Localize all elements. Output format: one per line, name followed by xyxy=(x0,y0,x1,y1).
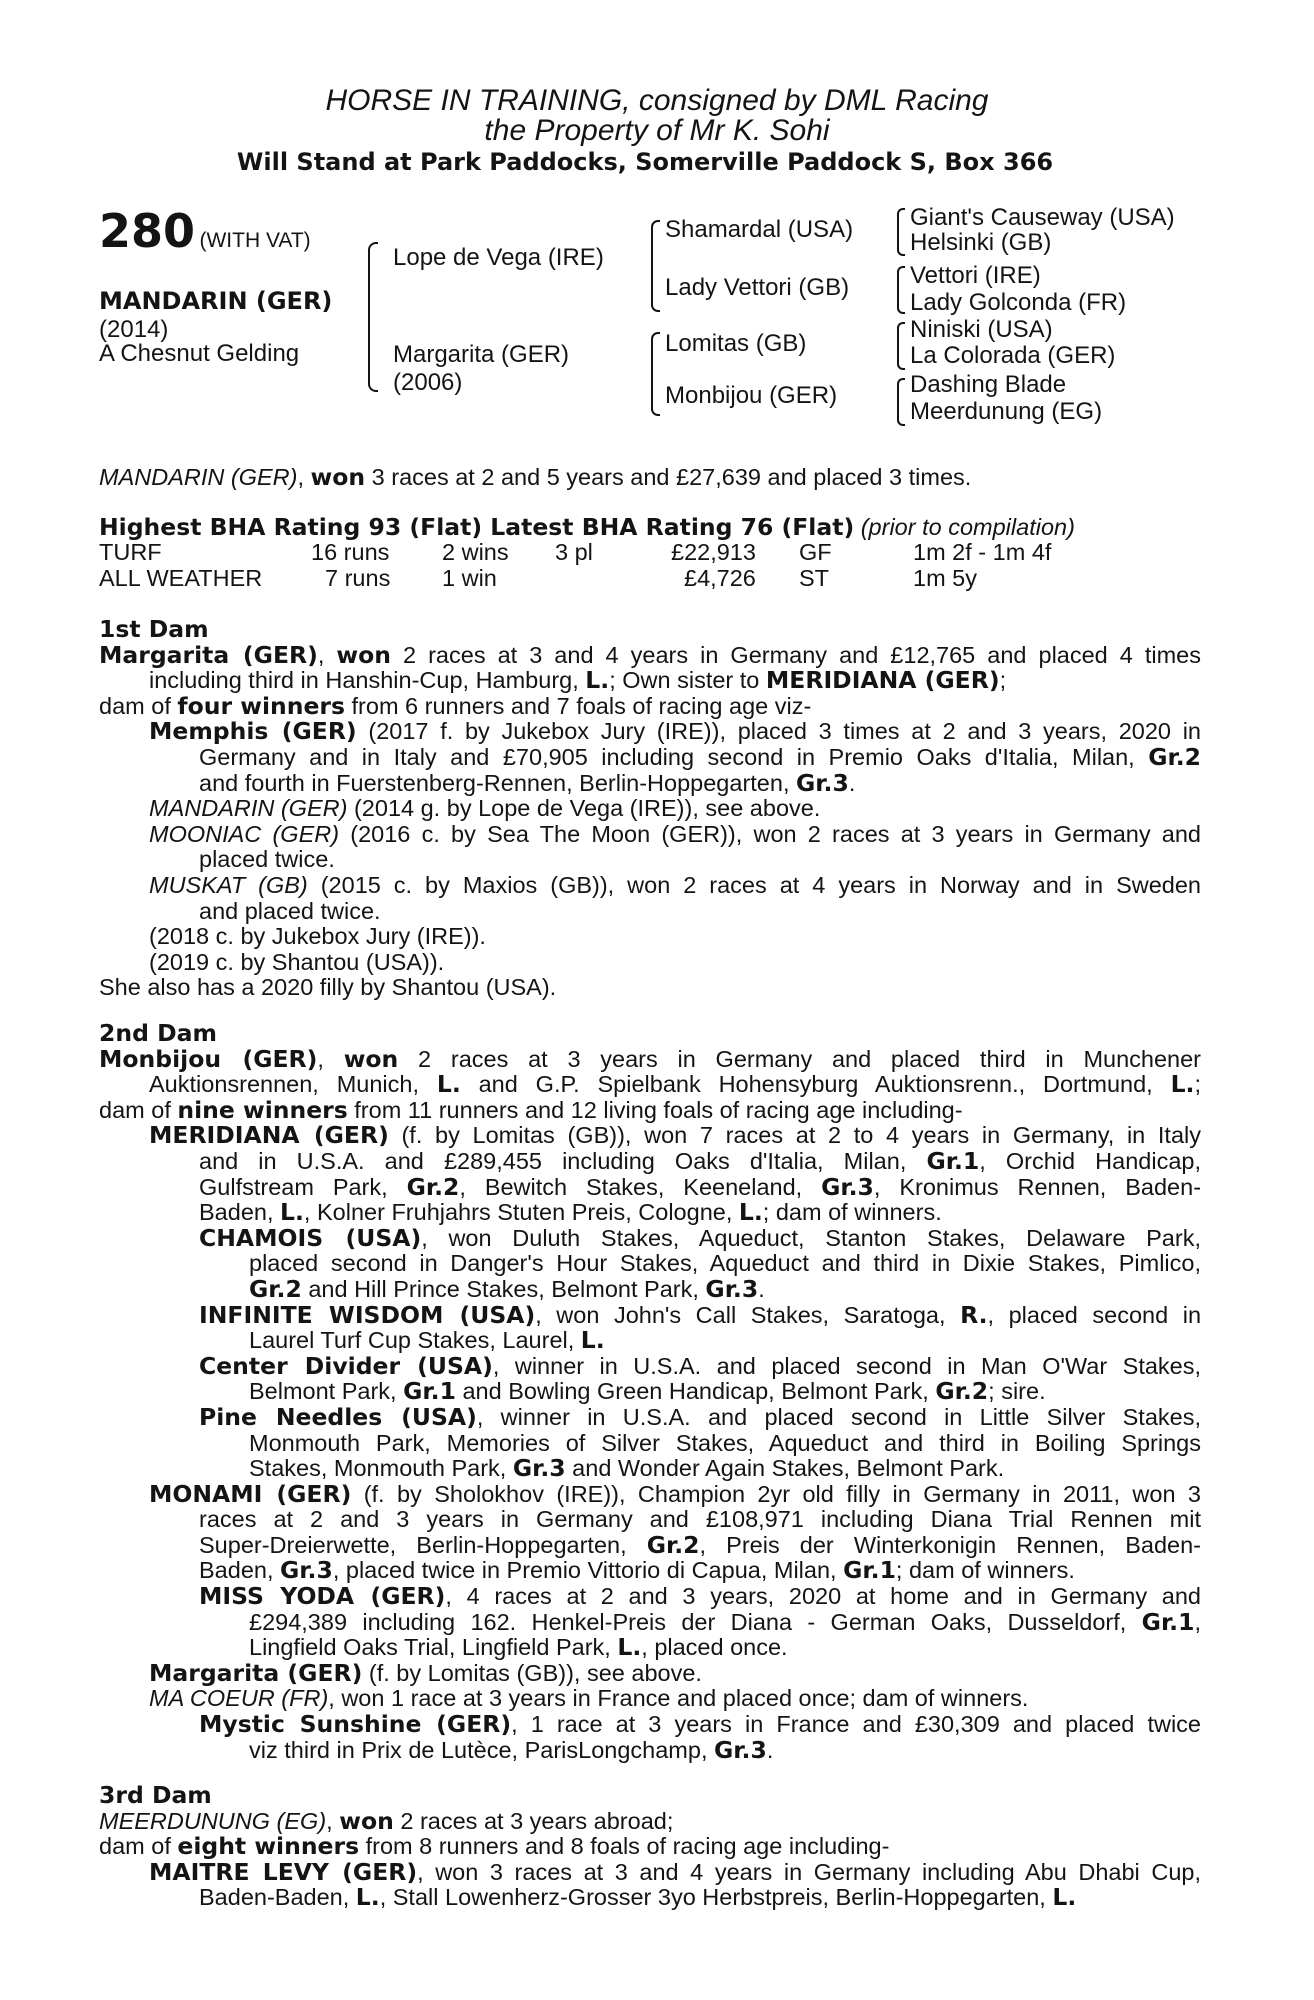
text-run: Memphis (GER) xyxy=(149,717,357,746)
dd-dam: Meerdunung (EG) xyxy=(910,398,1103,425)
text-run: . xyxy=(848,769,856,796)
text-run: Gr.3 xyxy=(512,1454,566,1483)
ss-sire: Giant's Causeway (USA) xyxy=(910,204,1175,231)
text-run: L. xyxy=(436,1070,461,1099)
rating-bold: Highest BHA Rating 93 (Flat) Latest BHA Rating 76 (Flat) xyxy=(99,513,855,541)
text-run: , won 1 race at 3 years in France and placed once; dam of winners. xyxy=(328,1685,1029,1712)
text-run: L. xyxy=(585,666,610,695)
distance-cell: 1m 5y xyxy=(913,564,977,591)
progeny-entry xyxy=(99,1479,1201,1508)
horse-description: A Chesnut Gelding xyxy=(99,340,300,367)
progeny-entry: She also has a 2020 filly by Shantou (USA). xyxy=(99,974,557,1001)
text-run: MONAMI (GER) xyxy=(149,1479,352,1508)
sire-dam: Lady Vettori (GB) xyxy=(665,274,850,301)
text-run: MISS YODA (GER) xyxy=(199,1582,446,1611)
text-run: , won John's Call Stakes, Saratoga, xyxy=(535,1301,961,1328)
progeny-entry xyxy=(99,1328,1201,1354)
text-run: , Bewitch Stakes, Keeneland, xyxy=(459,1173,822,1200)
consignor-line: HORSE IN TRAINING, consigned by DML Racing xyxy=(325,84,989,117)
pedigree-brace-6 xyxy=(897,322,905,370)
text-run: 2 races at 3 and 4 years in Germany and £12,765 and placed 4 times xyxy=(391,641,1202,668)
progeny-entry: (2018 c. by Jukebox Jury (IRE)). xyxy=(149,923,486,950)
dam3-line xyxy=(99,1806,1201,1835)
text-run: L. xyxy=(280,1198,304,1227)
text-run: Gr.3 xyxy=(796,768,849,797)
progeny-entry xyxy=(99,1686,1201,1712)
progeny-entry xyxy=(99,1584,1201,1610)
text-run: . xyxy=(766,1736,774,1763)
wins-cell: 1 win xyxy=(442,564,497,591)
text-run: Gr.1 xyxy=(926,1146,980,1175)
text-run: Baden-Baden, xyxy=(199,1884,356,1911)
text-run: Gr.3 xyxy=(714,1735,767,1764)
text-run: , placed once. xyxy=(641,1634,788,1661)
placed-cell: 3 pl xyxy=(555,539,593,565)
text-run: from 11 runners and 12 living foals of racing age including- xyxy=(347,1096,963,1123)
text-run: dam of xyxy=(99,1096,178,1123)
sister-name: MERIDIANA (GER) xyxy=(765,666,1000,695)
section-heading: 2nd Dam xyxy=(99,1019,217,1047)
progeny-entry xyxy=(99,1379,1201,1405)
progeny-entry xyxy=(99,1351,1202,1380)
text-run: Mystic Sunshine (GER) xyxy=(199,1710,512,1739)
rating-heading xyxy=(99,514,1075,540)
pedigree-brace-4 xyxy=(897,208,905,256)
text-run: placed second in Danger's Hour Stakes, Aqueduct and third in Dixie Stakes, Pimlico, xyxy=(249,1250,1201,1277)
text-run: , Preis der Winterkonigin Rennen, Baden- xyxy=(699,1531,1202,1558)
progeny-entry xyxy=(99,1274,1201,1303)
text-run: four winners xyxy=(177,691,345,720)
dam2-line xyxy=(99,1095,1201,1124)
distance-cell: 1m 2f - 1m 4f xyxy=(913,539,1052,565)
section-heading: 1st Dam xyxy=(99,615,209,643)
summary-won: won xyxy=(310,463,366,491)
surface-cell: ALL WEATHER xyxy=(99,564,263,591)
runs-cell: 16 runs xyxy=(311,539,390,565)
foal-year: (2014) xyxy=(99,316,169,343)
text-run: dam of xyxy=(99,692,178,719)
text-run: Super-Dreierwette, Berlin-Hoppegarten, xyxy=(199,1531,647,1558)
progeny-entry xyxy=(99,1607,1201,1636)
third-dam-section xyxy=(99,1783,1201,1911)
progeny-entry: (2019 c. by Shantou (USA)). xyxy=(149,948,445,975)
text-run: from 8 runners and 8 foals of racing age including- xyxy=(359,1833,890,1860)
text-run: and in U.S.A. and £289,455 including Oaks d'Italia, Milan, xyxy=(199,1147,927,1174)
dd-sire: Dashing Blade xyxy=(910,371,1067,398)
progeny-entry xyxy=(99,742,1201,771)
text-run: 2 races at 3 years in Germany and placed third in Munchener xyxy=(398,1045,1202,1072)
progeny-entry xyxy=(99,1658,1201,1687)
progeny-entry xyxy=(99,1885,1201,1911)
text-run: £294,389 including 162. Henkel-Preis der Diana - German Oaks, Dusseldorf, xyxy=(249,1608,1142,1635)
going-cell: GF xyxy=(799,539,832,565)
progeny-entry xyxy=(99,1712,1201,1738)
text-run: Gr.3 xyxy=(821,1172,874,1201)
text-run: (2014 g. by Lope de Vega (IRE)), see above. xyxy=(347,795,821,822)
text-run: and Wonder Again Stakes, Belmont Park. xyxy=(565,1455,1005,1482)
text-run: L. xyxy=(355,1883,380,1912)
text-run: ; dam of winners. xyxy=(762,1199,942,1226)
progeny-entry xyxy=(99,847,1201,873)
progeny-entry xyxy=(99,822,1201,848)
text-run: Gr.3 xyxy=(280,1556,333,1585)
text-run: MAITRE LEVY (GER) xyxy=(149,1857,418,1886)
text-run: viz third in Prix de Lutèce, ParisLongchamp, xyxy=(249,1736,715,1763)
pedigree-brace-1 xyxy=(368,242,378,392)
text-run: and fourth in Fuerstenberg-Rennen, Berlin-Hoppegarten, xyxy=(199,769,797,796)
dam-dam: Monbijou (GER) xyxy=(665,382,838,409)
text-run: (2015 c. by Maxios (GB)), won 2 races at 4 years in Norway and in Sweden xyxy=(307,871,1201,898)
text-run: (f. by Sholokhov (IRE)), Champion 2yr old filly in Germany in 2011, won 3 xyxy=(351,1480,1201,1507)
text-run: Germany and in Italy and £70,905 including second in Premio Oaks d'Italia, Milan, xyxy=(199,743,1149,770)
progeny-entry xyxy=(99,1530,1202,1559)
text-run: L. xyxy=(738,1198,763,1227)
text-run: , placed second in xyxy=(987,1301,1202,1328)
text-run: Stakes, Monmouth Park, xyxy=(249,1455,513,1482)
text-run: , Orchid Handicap, xyxy=(979,1147,1201,1174)
text-run: eight winners xyxy=(177,1832,360,1861)
text-run: , xyxy=(317,1045,344,1072)
lot-number: 280 xyxy=(99,204,196,258)
sd-dam: Lady Golconda (FR) xyxy=(910,289,1127,316)
text-run: , xyxy=(317,641,337,668)
text-run: won xyxy=(339,1806,394,1835)
text-run: Belmont Park, xyxy=(249,1378,404,1405)
pedigree-brace-5 xyxy=(897,266,905,314)
text-run: ; sire. xyxy=(988,1378,1046,1405)
text-run: , placed twice in Premio Vittorio di Capua, Milan, xyxy=(332,1557,844,1584)
owner-line: the Property of Mr K. Sohi xyxy=(484,114,830,147)
text-run: Gr.2 xyxy=(935,1377,989,1406)
rating-note: (prior to compilation) xyxy=(860,514,1075,540)
pedigree-brace-2 xyxy=(651,220,660,312)
text-run: ; xyxy=(1194,1071,1202,1098)
text-run: (2017 f. by Jukebox Jury (IRE)), placed 3 times at 2 and 3 years, 2020 in xyxy=(356,718,1201,745)
second-dam-section xyxy=(99,1021,1201,1763)
progeny-entry xyxy=(99,796,1201,822)
dam1-line xyxy=(99,691,1201,720)
text-run: , Kolner Fruhjahrs Stuten Preis, Cologne, xyxy=(303,1199,739,1226)
progeny-entry xyxy=(99,719,1201,745)
text-run: Baden, xyxy=(199,1199,281,1226)
sd-sire: Vettori (IRE) xyxy=(910,262,1041,289)
progeny-entry xyxy=(99,768,1201,797)
text-run: , Kronimus Rennen, Baden- xyxy=(873,1173,1202,1200)
text-run: MEERDUNUNG (EG) xyxy=(99,1807,327,1834)
text-run: , won 3 races at 3 and 4 years in Germany including Abu Dhabi Cup, xyxy=(417,1858,1201,1885)
progeny-entry xyxy=(99,1635,1201,1661)
progeny-entry xyxy=(99,1251,1201,1277)
runs-cell: 7 runs xyxy=(325,564,391,591)
text-run: and placed twice. xyxy=(199,897,381,924)
text-run: from 6 runners and 7 foals of racing age viz- xyxy=(345,692,812,719)
text-run: , 4 races at 2 and 3 years, 2020 at home and in Germany and xyxy=(445,1583,1201,1610)
text-run: nine winners xyxy=(177,1095,348,1124)
text-run: , 1 race at 3 years in France and £30,309 and placed twice xyxy=(511,1711,1201,1738)
section-heading: 3rd Dam xyxy=(99,1781,212,1809)
text-run: Gr.2 xyxy=(1148,742,1201,771)
text-run: ; dam of winners. xyxy=(895,1557,1075,1584)
progeny-entry xyxy=(99,1857,1201,1886)
dam-year: (2006) xyxy=(393,369,463,396)
won-label: won xyxy=(336,640,391,669)
text-run: R. xyxy=(960,1300,988,1329)
text-run: placed twice. xyxy=(199,846,335,873)
text-run: Gr.2 xyxy=(406,1172,460,1201)
dam2-line xyxy=(99,1072,1201,1098)
text-run: Gulfstream Park, xyxy=(199,1173,407,1200)
text-run: Margarita (GER) xyxy=(149,1658,363,1687)
text-run: , winner in U.S.A. and placed second in Man O'War Stakes, xyxy=(492,1352,1202,1379)
text-run: and Bowling Green Handicap, Belmont Park, xyxy=(455,1378,936,1405)
dam2-line xyxy=(99,1044,1202,1073)
text-run: won xyxy=(343,1044,399,1073)
text-run: including third in Hanshin-Cup, Hamburg, xyxy=(149,667,586,694)
text-run: Gr.1 xyxy=(403,1377,456,1406)
progeny-entry xyxy=(99,1300,1202,1329)
progeny-entry xyxy=(99,1558,1201,1584)
progeny-entry xyxy=(99,1735,1201,1764)
text-run: Lingfield Oaks Trial, Lingfield Park, xyxy=(249,1634,618,1661)
text-run: Gr.1 xyxy=(843,1556,896,1585)
text-run: L. xyxy=(1170,1070,1195,1099)
text-run: and Hill Prince Stakes, Belmont Park, xyxy=(301,1275,706,1302)
text-run: Laurel Turf Cup Stakes, Laurel, xyxy=(249,1327,581,1354)
lot-number-block xyxy=(99,206,311,256)
horse-name: MANDARIN (GER) xyxy=(99,287,333,315)
sire: Lope de Vega (IRE) xyxy=(393,244,604,271)
text-run: MUSKAT (GB) xyxy=(149,871,308,898)
text-run: L. xyxy=(617,1633,642,1662)
text-run: . xyxy=(758,1275,765,1302)
dam3-line xyxy=(99,1834,1201,1860)
ds-sire: Niniski (USA) xyxy=(910,316,1053,343)
text-run: MA COEUR (FR) xyxy=(149,1685,329,1712)
summary-horse-name: MANDARIN (GER) xyxy=(99,464,298,490)
text-run: dam of xyxy=(99,1833,178,1860)
text-run: (2016 c. by Sea The Moon (GER)), won 2 races at 3 years in Germany and xyxy=(339,820,1201,847)
progeny-entry xyxy=(99,1172,1202,1201)
ds-dam: La Colorada (GER) xyxy=(910,342,1116,369)
dam1-line xyxy=(99,640,1202,669)
text-run: , xyxy=(1194,1608,1201,1635)
progeny-entry xyxy=(99,1456,1201,1482)
progeny-entry xyxy=(99,1200,1201,1226)
text-run: , Stall Lowenherz-Grosser 3yo Herbstpreis, Berlin-Hoppegarten, xyxy=(379,1884,1053,1911)
progeny-entry xyxy=(99,1223,1201,1252)
dam-name: Margarita (GER) xyxy=(99,640,318,669)
going-cell: ST xyxy=(799,564,830,591)
prize-cell: £4,726 xyxy=(684,564,756,591)
text-run: , won Duluth Stakes, Aqueduct, Stanton Stakes, Delaware Park, xyxy=(421,1224,1201,1251)
race-summary: MANDARIN (GER), won 3 races at 2 and 5 years and £27,639 and placed 3 times. xyxy=(99,463,972,491)
text-run: L. xyxy=(1052,1883,1077,1912)
text-run: CHAMOIS (USA) xyxy=(199,1223,422,1252)
text-run: MOONIAC (GER) xyxy=(149,820,340,847)
progeny-entry xyxy=(99,899,1201,925)
text-run: (f. by Lomitas (GB)), see above. xyxy=(362,1659,702,1686)
text-run: ; xyxy=(999,667,1007,694)
text-run: L. xyxy=(580,1326,605,1355)
text-run: (f. by Lomitas (GB)), won 7 races at 2 to 4 years in Germany, in Italy xyxy=(388,1122,1201,1149)
dam-sire: Lomitas (GB) xyxy=(665,330,807,357)
prize-cell: £22,913 xyxy=(671,539,756,565)
text-run: , xyxy=(326,1807,340,1834)
text-run: Monbijou (GER) xyxy=(99,1044,318,1073)
text-run: Center Divider (USA) xyxy=(199,1351,493,1380)
pedigree-brace-7 xyxy=(897,378,905,426)
text-run: Gr.2 xyxy=(646,1530,700,1559)
text-run: MERIDIANA (GER) xyxy=(149,1121,389,1150)
text-run: 2 races at 3 years abroad; xyxy=(393,1807,674,1834)
summary-text: 3 races at 2 and 5 years and £27,639 and placed 3 times. xyxy=(371,464,972,490)
dam: Margarita (GER) xyxy=(393,341,570,368)
stand-location: Will Stand at Park Paddocks, Somerville Paddock S, Box 366 xyxy=(236,148,1054,176)
first-dam-section xyxy=(99,617,1201,1001)
progeny-entry xyxy=(99,873,1201,899)
text-run: Gr.1 xyxy=(1141,1607,1195,1636)
progeny-entry xyxy=(99,1123,1201,1149)
progeny-entry xyxy=(99,1402,1201,1431)
text-run: Monmouth Park, Memories of Silver Stakes, Aqueduct and third in Boiling Springs xyxy=(249,1429,1201,1456)
ss-dam: Helsinki (GB) xyxy=(910,229,1052,256)
text-run: Auktionsrennen, Munich, xyxy=(149,1071,437,1098)
text-run: Gr.3 xyxy=(705,1274,759,1303)
progeny-entry xyxy=(99,1146,1201,1175)
text-run: races at 2 and 3 years in Germany and £108,971 including Diana Trial Rennen mit xyxy=(199,1506,1201,1533)
text-run: and G.P. Spielbank Hohensyburg Auktionsrenn., Dortmund, xyxy=(460,1071,1171,1098)
surface-cell: TURF xyxy=(99,539,162,565)
text-run: , winner in U.S.A. and placed second in Little Silver Stakes, xyxy=(476,1403,1201,1430)
sire-sire: Shamardal (USA) xyxy=(665,216,854,243)
text-run: ; Own sister to xyxy=(609,667,766,694)
progeny-entry xyxy=(99,1431,1201,1457)
vat-note: (WITH VAT) xyxy=(199,229,311,252)
text-run: Gr.2 xyxy=(249,1274,302,1303)
pedigree-brace-3 xyxy=(651,332,660,416)
text-run: INFINITE WISDOM (USA) xyxy=(199,1300,536,1329)
text-run: Baden, xyxy=(199,1557,281,1584)
dam1-line xyxy=(99,668,1201,694)
wins-cell: 2 wins xyxy=(442,539,509,565)
text-run: Pine Needles (USA) xyxy=(199,1402,477,1431)
progeny-entry xyxy=(99,1507,1201,1533)
text-run: MANDARIN (GER) xyxy=(149,795,348,822)
